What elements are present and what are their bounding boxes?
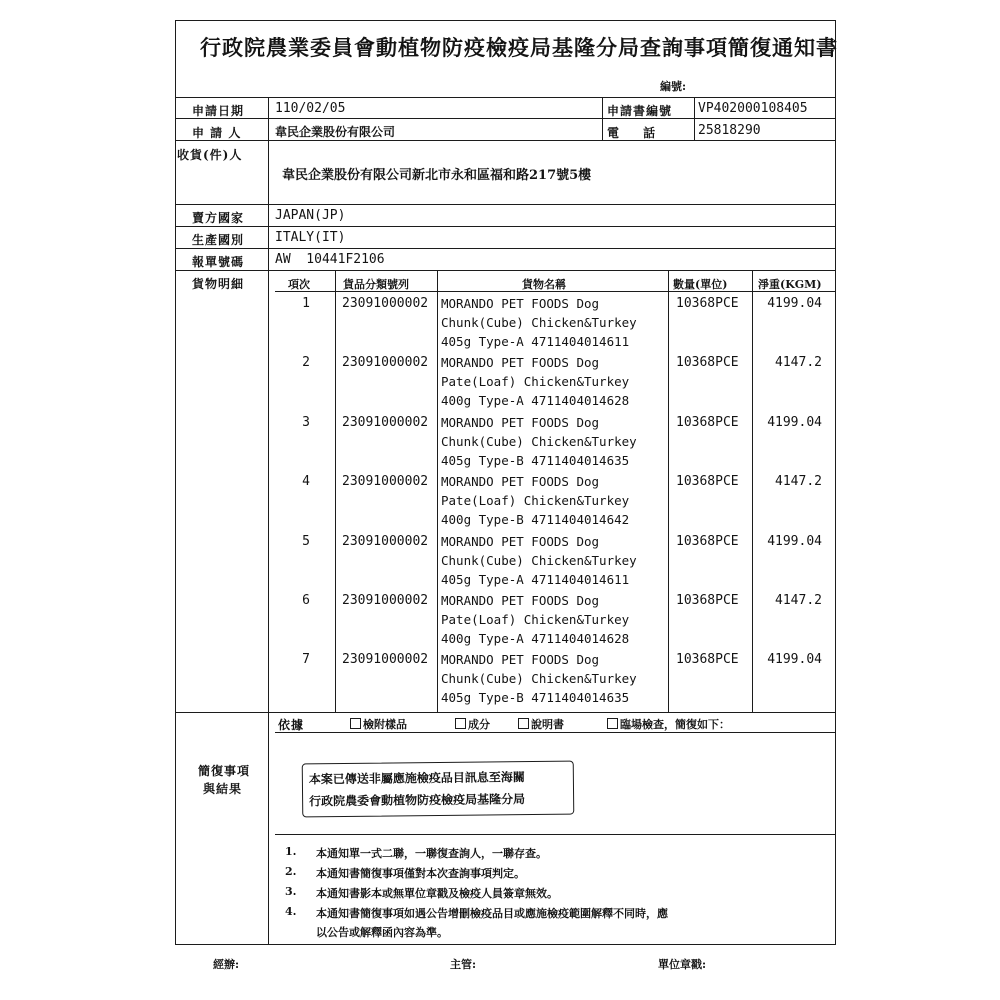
goods-row-no: 6 bbox=[302, 593, 310, 608]
note-text-4: 本通知書簡復事項如遇公告增刪檢疫品目或應施檢疫範圍解釋不同時，應 bbox=[316, 907, 668, 920]
rule bbox=[275, 834, 836, 835]
frame-left bbox=[175, 20, 176, 944]
form-title: 行政院農業委員會動植物防疫檢疫局基隆分局查詢事項簡復通知書 bbox=[200, 35, 838, 60]
checkbox-icon bbox=[455, 718, 466, 729]
goods-row-name-line: 405g Type-A 4711404014611 bbox=[441, 334, 630, 349]
goods-row-code: 23091000002 bbox=[342, 593, 429, 608]
supervisor-label: 主管: bbox=[450, 958, 477, 971]
basis-label: 依據 bbox=[278, 718, 305, 732]
col-header-no: 項次 bbox=[288, 278, 310, 291]
rule-v bbox=[752, 270, 753, 712]
rule bbox=[175, 226, 836, 227]
result-label-line1: 簡復事項 bbox=[198, 764, 251, 778]
rule bbox=[175, 248, 836, 249]
rule bbox=[175, 270, 836, 271]
note-no-4: 4. bbox=[285, 905, 297, 918]
consignee-label: 收貨(件)人 bbox=[177, 148, 243, 162]
note-no-3: 3. bbox=[285, 885, 297, 898]
col-header-qty: 數量(單位) bbox=[673, 278, 728, 291]
col-header-name: 貨物名稱 bbox=[522, 278, 566, 291]
rule bbox=[175, 204, 836, 205]
rule bbox=[275, 732, 836, 733]
goods-row-code: 23091000002 bbox=[342, 474, 429, 490]
goods-row-name-line: 405g Type-A 4711404014611 bbox=[441, 571, 630, 587]
goods-row-qty: 10368PCE bbox=[676, 414, 739, 430]
rule bbox=[175, 118, 836, 119]
goods-row-no: 2 bbox=[302, 355, 310, 371]
note-text-4-cont: 以公告或解釋函內容為準。 bbox=[316, 926, 448, 939]
application-date-value: 110/02/05 bbox=[275, 101, 346, 116]
rule-v bbox=[694, 97, 695, 140]
goods-row-weight: 4147.2 bbox=[775, 355, 822, 371]
phone-label: 電 話 bbox=[607, 126, 657, 140]
goods-row-qty: 10368PCE bbox=[676, 296, 739, 311]
goods-row-name-line: Pate(Loaf) Chicken&Turkey bbox=[441, 374, 630, 390]
applicant-value: 韋民企業股份有限公司 bbox=[275, 125, 396, 139]
goods-row-name-line: 400g Type-A 4711404014628 bbox=[441, 631, 630, 646]
goods-row-code: 23091000002 bbox=[342, 652, 429, 668]
goods-row-no: 5 bbox=[302, 533, 310, 549]
goods-row-name-line: 400g Type-A 4711404014628 bbox=[441, 393, 630, 409]
goods-row-name-line: MORANDO PET FOODS Dog bbox=[441, 474, 600, 490]
application-no-value: VP402000108405 bbox=[698, 101, 808, 116]
goods-row-name-line: Pate(Loaf) Chicken&Turkey bbox=[441, 612, 630, 627]
goods-row-name-line: Pate(Loaf) Chicken&Turkey bbox=[441, 493, 630, 509]
rule-v bbox=[668, 270, 669, 712]
goods-row-code: 23091000002 bbox=[342, 533, 429, 549]
rule bbox=[175, 140, 836, 141]
serial-label: 編號: bbox=[660, 80, 687, 93]
goods-row-name-line: MORANDO PET FOODS Dog bbox=[441, 533, 600, 549]
goods-row-name-line: Chunk(Cube) Chicken&Turkey bbox=[441, 315, 637, 330]
note-text-1: 本通知單一式二聯，一聯復查詢人，一聯存查。 bbox=[316, 847, 547, 860]
note-text-3: 本通知書影本或無單位章戳及檢疫人員簽章無效。 bbox=[316, 887, 558, 900]
frame-top bbox=[175, 20, 836, 21]
stamp-line-1: 本案已傳送非屬應施檢疫品目訊息至海關 bbox=[308, 770, 525, 787]
checkbox-icon bbox=[350, 718, 361, 729]
application-no-label: 申請書編號 bbox=[607, 104, 673, 118]
rule-v bbox=[602, 97, 603, 140]
goods-row-weight: 4147.2 bbox=[775, 474, 822, 490]
frame-bottom bbox=[175, 944, 836, 945]
declaration-no-label: 報單號碼 bbox=[192, 255, 245, 269]
label-divider bbox=[268, 97, 269, 944]
goods-row-name-line: MORANDO PET FOODS Dog bbox=[441, 593, 600, 608]
declaration-no-value: AW 10441F2106 bbox=[275, 252, 385, 267]
result-label-line2: 與結果 bbox=[203, 782, 243, 796]
consignee-value: 韋民企業股份有限公司新北市永和區福和路217號5樓 bbox=[282, 168, 592, 183]
checkbox-icon bbox=[518, 718, 529, 729]
goods-row-name-line: 405g Type-B 4711404014635 bbox=[441, 452, 630, 468]
goods-row-weight: 4199.04 bbox=[767, 652, 822, 668]
unit-seal-label: 單位章戳: bbox=[658, 958, 707, 971]
col-header-code: 貨品分類號列 bbox=[343, 278, 409, 291]
checkbox-icon bbox=[607, 718, 618, 729]
result-stamp bbox=[302, 761, 575, 818]
rule-v bbox=[335, 270, 336, 712]
basis-option-inspection: 臨場檢查，簡復如下： bbox=[607, 716, 730, 732]
goods-row-weight: 4199.04 bbox=[767, 533, 822, 549]
origin-country-value: ITALY(IT) bbox=[275, 230, 346, 245]
goods-row-weight: 4147.2 bbox=[775, 593, 822, 608]
goods-row-qty: 10368PCE bbox=[676, 474, 739, 490]
goods-detail-label: 貨物明細 bbox=[192, 277, 245, 291]
goods-row-qty: 10368PCE bbox=[676, 533, 739, 549]
goods-row-name-line: MORANDO PET FOODS Dog bbox=[441, 296, 600, 311]
goods-row-no: 4 bbox=[302, 474, 310, 490]
goods-row-name-line: MORANDO PET FOODS Dog bbox=[441, 355, 600, 371]
goods-row-code: 23091000002 bbox=[342, 355, 429, 371]
goods-row-name-line: Chunk(Cube) Chicken&Turkey bbox=[441, 433, 637, 449]
application-date-label: 申請日期 bbox=[192, 104, 245, 118]
goods-row-name-line: Chunk(Cube) Chicken&Turkey bbox=[441, 671, 637, 687]
goods-row-no: 3 bbox=[302, 414, 310, 430]
goods-row-code: 23091000002 bbox=[342, 414, 429, 430]
frame-right bbox=[835, 20, 836, 944]
goods-row-qty: 10368PCE bbox=[676, 593, 739, 608]
goods-row-weight: 4199.04 bbox=[767, 414, 822, 430]
goods-row-name-line: Chunk(Cube) Chicken&Turkey bbox=[441, 552, 637, 568]
seller-country-value: JAPAN(JP) bbox=[275, 208, 346, 223]
origin-country-label: 生產國別 bbox=[192, 233, 245, 247]
basis-option-ingredients: 成分 bbox=[455, 716, 490, 732]
goods-row-qty: 10368PCE bbox=[676, 652, 739, 668]
note-no-1: 1. bbox=[285, 845, 297, 858]
phone-value: 25818290 bbox=[698, 123, 761, 138]
basis-option-manual: 說明書 bbox=[518, 716, 564, 732]
col-header-weight: 淨重(KGM) bbox=[758, 278, 822, 291]
goods-row-weight: 4199.04 bbox=[767, 296, 822, 311]
goods-row-name-line: 400g Type-B 4711404014642 bbox=[441, 512, 630, 528]
applicant-label: 申 請 人 bbox=[192, 126, 242, 140]
rule-v bbox=[437, 270, 438, 712]
handler-label: 經辦: bbox=[213, 958, 240, 971]
goods-row-name-line: MORANDO PET FOODS Dog bbox=[441, 414, 600, 430]
goods-row-no: 7 bbox=[302, 652, 310, 668]
basis-option-sample: 檢附樣品 bbox=[350, 716, 407, 732]
rule bbox=[175, 97, 836, 98]
goods-row-name-line: 405g Type-B 4711404014635 bbox=[441, 690, 630, 706]
goods-row-qty: 10368PCE bbox=[676, 355, 739, 371]
goods-row-code: 23091000002 bbox=[342, 296, 429, 311]
goods-row-no: 1 bbox=[302, 296, 310, 311]
goods-row-name-line: MORANDO PET FOODS Dog bbox=[441, 652, 600, 668]
note-no-2: 2. bbox=[285, 865, 297, 878]
stamp-line-2: 行政院農委會動植物防疫檢疫局基隆分局 bbox=[309, 792, 526, 809]
note-text-2: 本通知書簡復事項僅對本次查詢事項判定。 bbox=[316, 867, 525, 880]
seller-country-label: 賣方國家 bbox=[192, 211, 245, 225]
rule bbox=[175, 712, 836, 713]
